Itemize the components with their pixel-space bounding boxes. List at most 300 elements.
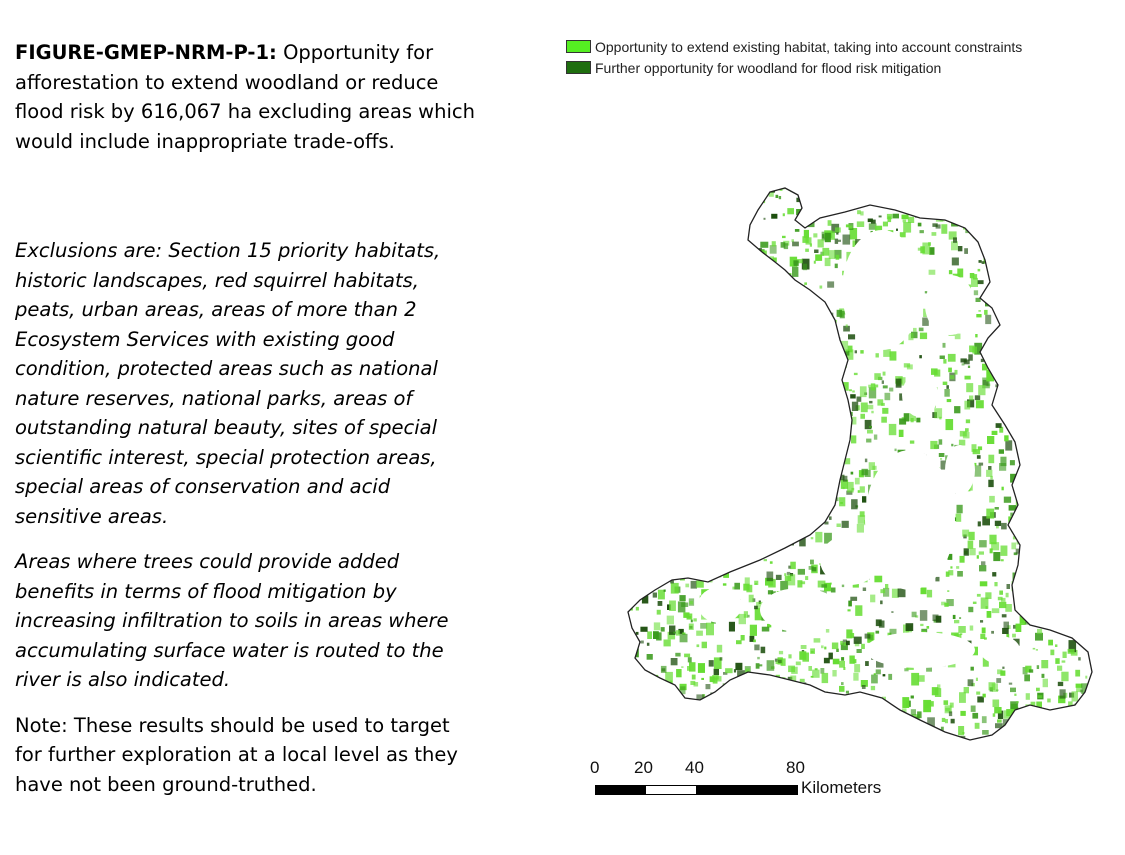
woodland-patch: [815, 254, 822, 261]
woodland-patch: [765, 414, 767, 417]
woodland-patch: [1039, 725, 1046, 729]
woodland-patch: [993, 552, 1000, 561]
woodland-patch: [1006, 265, 1010, 269]
woodland-patch: [1053, 737, 1059, 743]
woodland-patch: [626, 299, 632, 303]
woodland-patch: [997, 719, 1002, 722]
woodland-patch: [654, 622, 660, 630]
woodland-patch: [697, 572, 699, 574]
woodland-patch: [926, 194, 928, 196]
woodland-patch: [793, 735, 797, 741]
woodland-patch: [636, 266, 644, 278]
woodland-patch: [745, 439, 750, 443]
woodland-patch: [856, 747, 862, 752]
woodland-patch: [692, 283, 695, 286]
woodland-patch: [767, 676, 775, 685]
woodland-patch: [764, 384, 770, 392]
woodland-patch: [1041, 735, 1047, 740]
woodland-patch: [976, 400, 984, 408]
woodland-patch: [1051, 575, 1056, 579]
woodland-patch: [1055, 644, 1057, 647]
woodland-patch: [847, 734, 854, 743]
woodland-patch: [1094, 185, 1098, 190]
woodland-patch: [759, 676, 766, 685]
woodland-patch: [663, 296, 671, 302]
woodland-patch: [999, 411, 1003, 414]
woodland-patch: [1001, 559, 1004, 561]
woodland-patch: [1066, 439, 1071, 445]
woodland-patch: [673, 452, 676, 455]
woodland-patch: [823, 728, 825, 731]
woodland-patch: [1010, 260, 1012, 262]
woodland-patch: [980, 193, 985, 197]
woodland-patch: [829, 250, 835, 259]
woodland-patch: [710, 538, 715, 545]
woodland-patch: [1081, 192, 1084, 196]
woodland-patch: [795, 368, 800, 374]
woodland-patch: [1019, 284, 1023, 288]
woodland-patch: [818, 317, 822, 323]
woodland-patch: [1044, 534, 1048, 539]
woodland-patch: [828, 220, 832, 226]
woodland-patch: [939, 453, 945, 457]
woodland-patch: [731, 529, 733, 531]
woodland-patch: [678, 601, 686, 612]
woodland-patch: [1023, 553, 1028, 556]
exclusions-text: Exclusions are: Section 15 priority habitats, historic landscapes, red squirrel habitats, peats, urban areas, areas of more than 2 Ecosystem Services with existing good condition, protected areas such as national nature reserves, national parks, areas of outstanding natural beauty, sites of special scientific interest, special protection areas, special areas of conservation and acid sensitive areas.: [15, 239, 441, 528]
woodland-patch: [1045, 602, 1053, 613]
woodland-patch: [627, 545, 633, 549]
woodland-patch: [1063, 274, 1069, 281]
woodland-patch: [678, 515, 683, 520]
woodland-patch: [1004, 435, 1008, 441]
woodland-patch: [740, 444, 747, 452]
woodland-patch: [709, 510, 716, 516]
woodland-patch: [801, 218, 809, 224]
woodland-patch: [1067, 610, 1072, 619]
woodland-patch: [639, 431, 646, 441]
woodland-patch: [671, 422, 678, 430]
woodland-patch: [725, 668, 733, 673]
woodland-patch: [795, 420, 797, 422]
woodland-patch: [807, 520, 810, 522]
woodland-patch: [625, 269, 629, 272]
woodland-patch: [801, 181, 806, 186]
woodland-patch: [731, 352, 738, 357]
woodland-patch: [686, 345, 691, 348]
woodland-patch: [676, 430, 683, 438]
woodland-patch: [661, 338, 667, 344]
woodland-patch: [624, 427, 631, 435]
woodland-patch: [827, 495, 833, 503]
woodland-patch: [1048, 362, 1053, 365]
woodland-patch: [689, 510, 693, 516]
woodland-patch: [1045, 284, 1053, 293]
woodland-patch: [672, 460, 674, 463]
woodland-patch: [1001, 546, 1008, 556]
woodland-patch: [756, 663, 760, 669]
woodland-patch: [729, 358, 737, 368]
woodland-patch: [780, 342, 783, 345]
woodland-patch: [1072, 566, 1074, 568]
woodland-patch: [720, 507, 725, 511]
woodland-patch: [1048, 640, 1053, 646]
woodland-patch: [648, 206, 653, 212]
woodland-patch: [1039, 286, 1044, 291]
woodland-patch: [634, 183, 636, 185]
woodland-patch: [1063, 324, 1068, 330]
woodland-patch: [929, 270, 936, 275]
woodland-patch: [1092, 717, 1095, 720]
woodland-patch: [956, 566, 959, 569]
woodland-patch: [786, 506, 790, 511]
woodland-patch: [1069, 479, 1075, 488]
woodland-patch: [675, 464, 681, 471]
woodland-patch: [1089, 416, 1097, 423]
woodland-patch: [1087, 531, 1094, 539]
woodland-patch: [972, 713, 978, 719]
woodland-patch: [678, 299, 686, 307]
woodland-patch: [1064, 495, 1069, 503]
woodland-patch: [1099, 571, 1100, 575]
woodland-patch: [779, 740, 784, 744]
woodland-patch: [1049, 240, 1054, 243]
woodland-patch: [1080, 565, 1085, 572]
woodland-patch: [782, 325, 786, 328]
woodland-patch: [984, 310, 988, 315]
woodland-patch: [767, 572, 774, 582]
woodland-patch: [876, 353, 879, 357]
woodland-patch: [713, 311, 717, 314]
woodland-patch: [959, 440, 965, 446]
woodland-patch: [846, 324, 848, 327]
woodland-patch: [687, 730, 692, 737]
woodland-patch: [762, 513, 769, 518]
woodland-patch: [720, 657, 723, 660]
woodland-patch: [752, 443, 755, 445]
woodland-patch: [1027, 346, 1035, 357]
woodland-patch: [812, 670, 820, 678]
woodland-patch: [829, 200, 836, 205]
woodland-patch: [727, 726, 735, 735]
woodland-patch: [837, 196, 842, 203]
woodland-patch: [950, 198, 953, 201]
woodland-patch: [743, 342, 746, 346]
woodland-patch: [642, 507, 648, 514]
woodland-patch: [665, 203, 669, 206]
woodland-patch: [752, 257, 760, 262]
woodland-patch: [669, 687, 672, 690]
woodland-patch: [817, 426, 824, 436]
woodland-patch: [801, 506, 807, 511]
woodland-patch: [992, 295, 996, 301]
woodland-patch: [685, 379, 689, 382]
woodland-patch: [1050, 195, 1052, 197]
woodland-patch: [968, 607, 973, 612]
woodland-patch: [822, 248, 829, 256]
woodland-patch: [664, 440, 668, 443]
woodland-patch: [735, 524, 742, 533]
woodland-patch: [713, 189, 717, 192]
woodland-patch: [986, 509, 994, 519]
woodland-patch: [934, 206, 941, 216]
woodland-patch: [773, 321, 779, 327]
woodland-patch: [815, 743, 823, 754]
woodland-patch: [646, 374, 654, 380]
woodland-patch: [623, 675, 628, 679]
woodland-patch: [883, 349, 891, 357]
woodland-patch: [1028, 198, 1030, 201]
woodland-patch: [868, 219, 873, 223]
woodland-patch: [631, 712, 634, 716]
woodland-patch: [1059, 726, 1063, 730]
woodland-patch: [735, 197, 743, 204]
woodland-patch: [945, 719, 948, 723]
woodland-patch: [794, 490, 799, 496]
woodland-patch: [866, 439, 871, 443]
woodland-patch: [728, 506, 735, 514]
woodland-patch: [1033, 537, 1039, 545]
woodland-patch: [785, 401, 788, 405]
woodland-patch: [811, 337, 817, 340]
woodland-patch: [777, 682, 782, 688]
woodland-patch: [1018, 431, 1022, 434]
woodland-patch: [628, 309, 633, 314]
woodland-patch: [958, 185, 966, 190]
woodland-patch: [806, 401, 812, 406]
woodland-patch: [782, 236, 786, 238]
woodland-patch: [656, 557, 663, 562]
woodland-patch: [922, 243, 930, 255]
woodland-patch: [759, 187, 765, 192]
woodland-patch: [1099, 308, 1100, 313]
woodland-patch: [854, 664, 860, 672]
woodland-patch: [627, 692, 632, 695]
woodland-patch: [985, 315, 991, 324]
woodland-patch: [876, 669, 881, 674]
woodland-patch: [863, 588, 866, 592]
woodland-patch: [666, 522, 670, 526]
woodland-patch: [893, 214, 899, 219]
woodland-patch: [927, 590, 932, 598]
woodland-patch: [972, 347, 977, 354]
woodland-patch: [797, 514, 803, 519]
woodland-patch: [1002, 487, 1004, 491]
woodland-patch: [1097, 348, 1100, 355]
woodland-patch: [846, 224, 850, 227]
woodland-patch: [804, 346, 808, 350]
woodland-patch: [919, 328, 924, 332]
woodland-patch: [844, 722, 848, 727]
woodland-patch: [729, 622, 735, 632]
woodland-patch: [750, 333, 755, 337]
woodland-patch: [1081, 478, 1083, 480]
woodland-patch: [825, 335, 828, 337]
woodland-patch: [836, 255, 840, 260]
woodland-patch: [700, 534, 706, 539]
woodland-patch: [1052, 352, 1059, 359]
woodland-patch: [716, 754, 719, 758]
woodland-patch: [1060, 248, 1066, 256]
woodland-patch: [832, 426, 835, 429]
woodland-patch: [946, 419, 954, 430]
woodland-patch: [867, 705, 875, 710]
woodland-patch: [643, 259, 651, 265]
woodland-patch: [1042, 296, 1046, 301]
woodland-patch: [669, 321, 671, 324]
woodland-patch: [839, 395, 842, 399]
woodland-patch: [659, 392, 661, 394]
woodland-patch: [1061, 367, 1064, 371]
woodland-patch: [961, 358, 967, 362]
woodland-patch: [733, 323, 737, 327]
woodland-patch: [786, 453, 793, 459]
woodland-patch: [627, 642, 633, 647]
woodland-patch: [1078, 555, 1084, 561]
woodland-patch: [1027, 334, 1031, 337]
woodland-patch: [698, 663, 705, 673]
woodland-patch: [1072, 239, 1075, 241]
woodland-patch: [685, 290, 688, 292]
woodland-patch: [776, 675, 780, 682]
woodland-patch: [872, 466, 876, 470]
woodland-patch: [754, 492, 757, 496]
woodland-patch: [1061, 267, 1066, 270]
woodland-patch: [979, 565, 986, 571]
woodland-patch: [784, 346, 791, 357]
woodland-patch: [707, 453, 714, 463]
woodland-patch: [692, 675, 696, 680]
woodland-patch: [766, 744, 772, 751]
woodland-patch: [796, 487, 804, 498]
woodland-patch: [1031, 463, 1037, 469]
woodland-patch: [673, 290, 680, 298]
woodland-patch: [1047, 610, 1050, 613]
woodland-patch: [653, 342, 661, 351]
woodland-patch: [838, 431, 845, 437]
woodland-patch: [986, 470, 992, 477]
woodland-patch: [798, 305, 801, 310]
woodland-patch: [696, 189, 703, 200]
woodland-patch: [716, 287, 720, 291]
woodland-patch: [790, 562, 796, 569]
woodland-patch: [1079, 319, 1084, 326]
woodland-patch: [731, 532, 738, 540]
woodland-patch: [754, 303, 758, 309]
woodland-patch: [634, 222, 638, 227]
woodland-patch: [858, 718, 861, 721]
woodland-patch: [687, 214, 693, 223]
woodland-patch: [648, 256, 652, 260]
woodland-patch: [666, 472, 671, 478]
woodland-patch: [639, 292, 646, 297]
woodland-patch: [640, 513, 647, 519]
woodland-patch: [935, 211, 938, 216]
woodland-patch: [739, 614, 746, 624]
woodland-patch: [1047, 607, 1051, 614]
woodland-patch: [923, 193, 926, 195]
woodland-patch: [818, 306, 824, 311]
woodland-patch: [965, 376, 971, 380]
woodland-patch: [996, 351, 1001, 354]
woodland-patch: [677, 699, 685, 711]
woodland-patch: [701, 198, 708, 208]
woodland-patch: [736, 640, 742, 644]
woodland-patch: [1064, 393, 1067, 396]
woodland-patch: [1095, 354, 1100, 361]
woodland-patch: [1048, 499, 1055, 505]
woodland-patch: [1016, 751, 1018, 755]
woodland-patch: [918, 248, 921, 251]
woodland-patch: [678, 540, 683, 544]
woodland-patch: [689, 487, 692, 490]
woodland-patch: [1021, 443, 1028, 448]
woodland-patch: [676, 630, 680, 635]
woodland-patch: [883, 385, 888, 388]
woodland-patch: [1074, 410, 1077, 414]
woodland-patch: [1036, 260, 1042, 265]
woodland-patch: [1049, 201, 1052, 206]
woodland-patch: [996, 678, 1001, 683]
woodland-patch: [1035, 580, 1040, 587]
woodland-patch: [943, 359, 946, 364]
woodland-patch: [860, 511, 865, 517]
woodland-patch: [689, 371, 693, 374]
woodland-patch: [699, 402, 706, 407]
woodland-patch: [722, 426, 727, 434]
woodland-patch: [692, 461, 697, 465]
woodland-patch: [1085, 585, 1088, 588]
woodland-patch: [676, 519, 684, 527]
woodland-patch: [787, 511, 794, 520]
woodland-patch: [694, 266, 698, 269]
woodland-patch: [804, 230, 809, 238]
woodland-patch: [624, 566, 631, 573]
woodland-patch: [780, 442, 788, 453]
woodland-patch: [1060, 326, 1063, 331]
woodland-patch: [633, 481, 638, 489]
woodland-patch: [967, 197, 973, 205]
woodland-patch: [815, 532, 822, 543]
woodland-patch: [753, 640, 756, 643]
woodland-patch: [813, 233, 817, 237]
woodland-patch: [751, 416, 756, 422]
woodland-patch: [665, 547, 669, 551]
woodland-patch: [631, 546, 636, 551]
woodland-patch: [795, 315, 802, 322]
woodland-patch: [1022, 487, 1027, 492]
woodland-patch: [811, 537, 814, 539]
woodland-patch: [1076, 384, 1081, 388]
woodland-patch: [1003, 378, 1007, 382]
woodland-patch: [1051, 297, 1056, 303]
woodland-patch: [954, 620, 959, 623]
woodland-patch: [750, 750, 755, 756]
woodland-patch: [650, 491, 656, 500]
woodland-patch: [806, 404, 810, 410]
woodland-patch: [848, 609, 851, 611]
woodland-patch: [1036, 688, 1040, 692]
woodland-patch: [766, 747, 770, 750]
woodland-patch: [642, 357, 650, 364]
woodland-patch: [668, 371, 676, 381]
woodland-patch: [1073, 307, 1080, 313]
woodland-patch: [650, 478, 654, 483]
woodland-patch: [785, 689, 792, 694]
woodland-patch: [648, 306, 652, 309]
woodland-patch: [692, 211, 695, 213]
woodland-patch: [792, 267, 798, 277]
